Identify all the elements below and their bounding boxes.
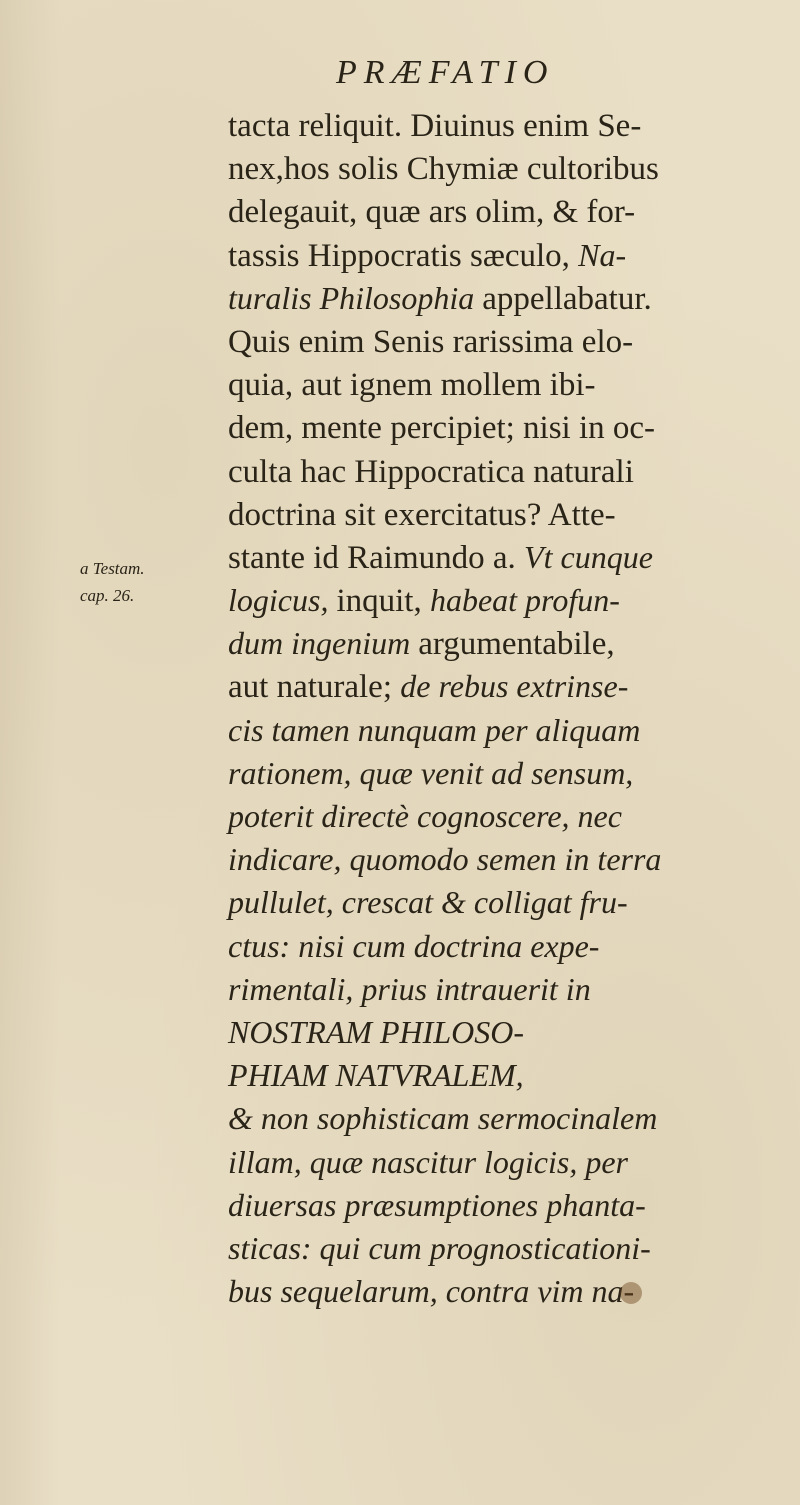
text-line: [228, 1053, 768, 1096]
text-line: [228, 233, 768, 276]
italic-segment: sticas: qui cum prognosticationi-: [228, 1229, 651, 1266]
roman-segment: tacta reliquit. Diuinus enim Se-: [228, 108, 642, 144]
italic-segment: de rebus extrinse-: [400, 668, 629, 705]
roman-segment: culta hac Hippocratica naturali: [228, 453, 634, 490]
italic-segment: indicare, quomodo semen in terra: [228, 841, 662, 878]
text-line: [228, 1269, 768, 1312]
margin-note-line-2: cap. 26.: [80, 586, 135, 605]
text-line: [228, 189, 768, 232]
text-line: [228, 664, 768, 707]
text-line: [228, 449, 768, 492]
roman-segment: argumentabile,: [418, 626, 615, 663]
italic-segment: rationem, quæ venit ad sensum,: [228, 754, 634, 791]
text-line: [228, 1096, 768, 1139]
italic-segment: turalis Philosophia: [228, 279, 483, 316]
italic-segment: illam, quæ nascitur logicis, per: [228, 1143, 628, 1180]
italic-segment: diuersas præsumptiones phanta-: [228, 1186, 646, 1223]
italic-segment: Na-: [578, 236, 627, 273]
italic-segment: dum ingenium: [228, 625, 419, 662]
italic-segment: & non sophisticam sermocinalem: [228, 1100, 658, 1137]
italic-segment: ctus: nisi cum doctrina expe-: [228, 927, 600, 964]
text-line: [228, 1010, 768, 1053]
text-line: [228, 794, 768, 837]
roman-segment: doctrina sit exercitatus? Atte-: [228, 496, 616, 533]
roman-segment: delegauit, quæ ars olim, & for-: [228, 194, 636, 231]
roman-segment: stante id Raimundo a.: [228, 539, 525, 576]
italic-segment: Vt cunque: [524, 538, 653, 575]
text-line: [228, 837, 768, 880]
roman-segment: inquit,: [336, 583, 430, 620]
italic-segment: pullulet, crescat & colligat fru-: [228, 884, 628, 921]
text-line: [228, 319, 768, 362]
running-head: PRÆFATIO: [336, 54, 555, 91]
text-line: [228, 405, 768, 448]
text-line: [228, 146, 768, 189]
text-line: [228, 751, 768, 794]
text-line: [228, 880, 768, 923]
roman-segment: appellabatur.: [482, 280, 652, 317]
italic-segment: NOSTRAM PHILOSO-: [228, 1013, 524, 1050]
italic-segment: logicus,: [228, 582, 337, 619]
italic-segment: bus sequelarum, contra vim na-: [228, 1273, 635, 1310]
text-line: [228, 708, 768, 751]
text-line: [228, 1183, 768, 1226]
roman-segment: aut naturale;: [228, 669, 401, 706]
text-line: [228, 1140, 768, 1183]
text-line: [228, 924, 768, 967]
italic-segment: PHIAM NATVRALEM,: [228, 1057, 524, 1094]
italic-segment: rimentali, prius intrauerit in: [228, 970, 591, 1007]
roman-segment: Quis enim Senis rarissima elo-: [228, 323, 634, 360]
margin-note-line-1: a Testam.: [80, 559, 145, 578]
roman-segment: tassis Hippocratis sæculo,: [228, 237, 579, 274]
text-line: [228, 492, 768, 535]
italic-segment: poterit directè cognoscere, nec: [228, 798, 622, 834]
text-line: [228, 578, 768, 621]
body-text: [228, 103, 768, 1312]
text-line: [228, 362, 768, 405]
ink-stain: [620, 1282, 642, 1304]
roman-segment: dem, mente percipiet; nisi in oc-: [228, 410, 656, 447]
italic-segment: habeat profun-: [429, 582, 620, 619]
roman-segment: quia, aut ignem mollem ibi-: [228, 367, 596, 404]
margin-note: [80, 555, 145, 609]
text-line: [228, 276, 768, 319]
text-line: [228, 621, 768, 664]
text-line: [228, 967, 768, 1010]
italic-segment: cis tamen nunquam per aliquam: [228, 711, 641, 748]
text-line: [228, 103, 768, 146]
roman-segment: nex,hos solis Chymiæ cultoribus: [228, 151, 659, 188]
text-line: [228, 535, 768, 578]
text-line: [228, 1226, 768, 1269]
